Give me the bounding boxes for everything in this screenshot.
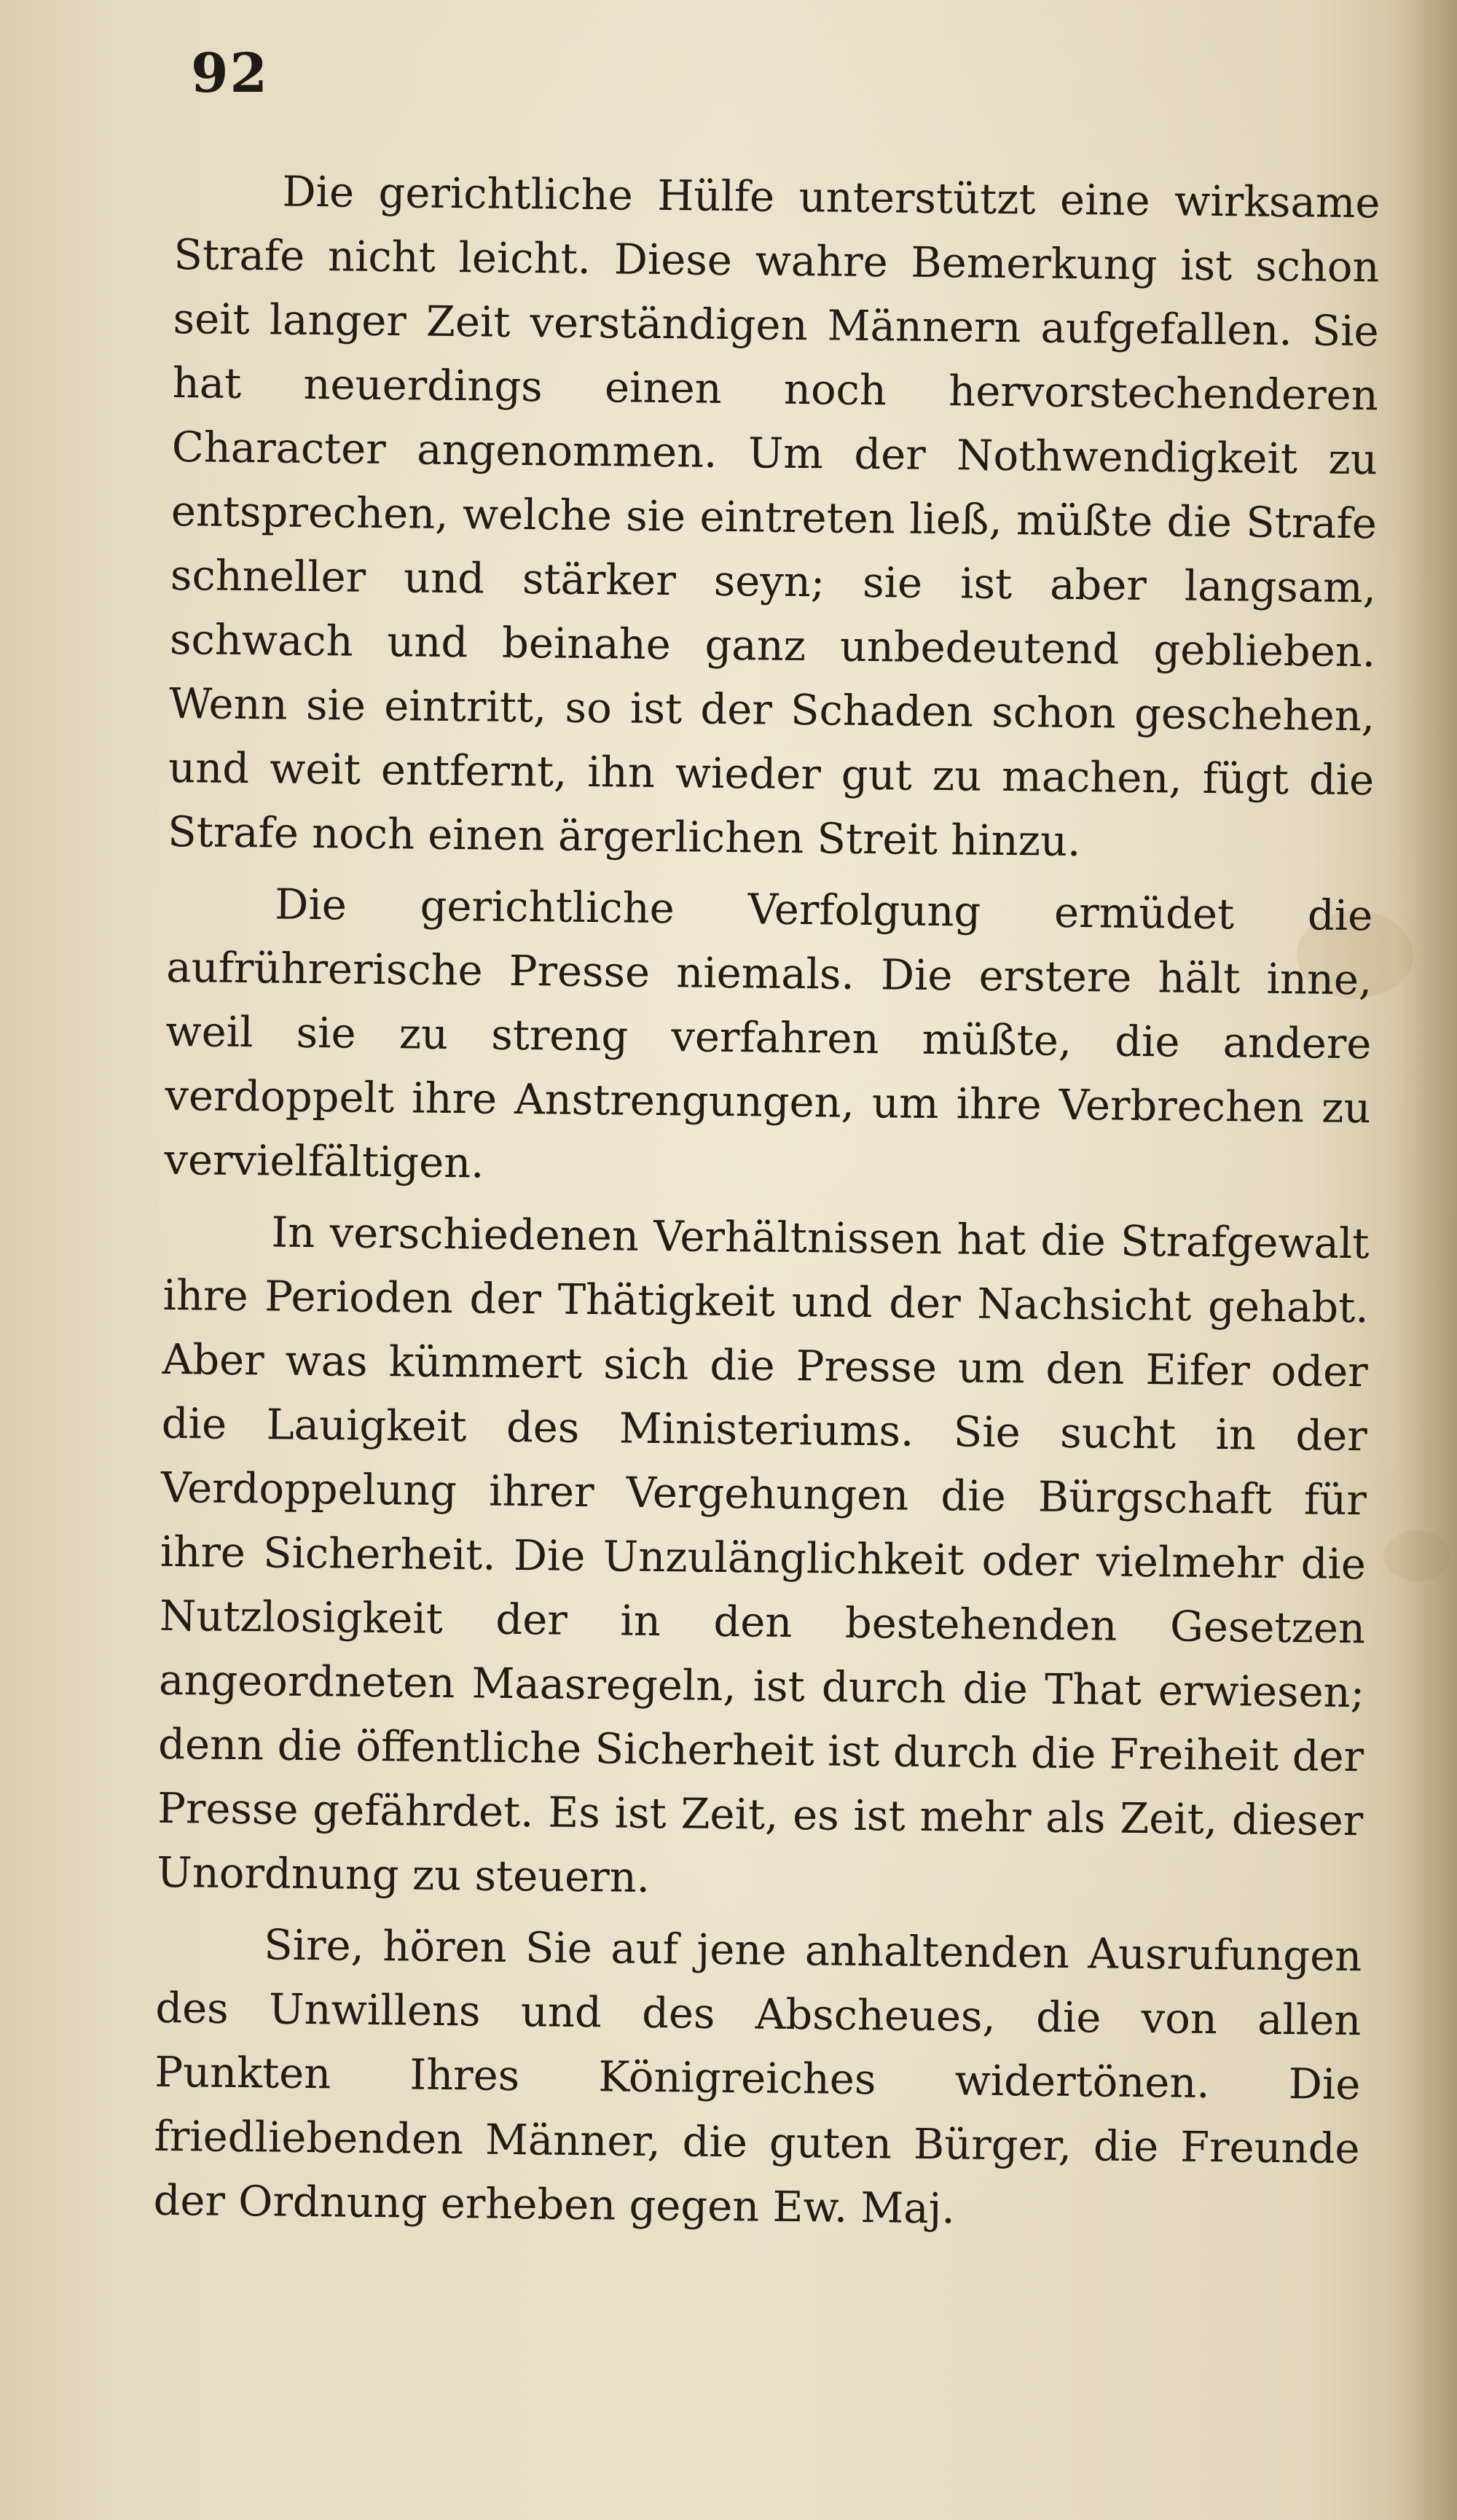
paragraph-2: Die gerichtliche Verfolgung ermüdet die aufrührerische Presse niemals. Die erstere hält inne, weil sie zu streng verfahren müßte, die andere verdoppelt ihre Anstrengungen, um ihre Verbrechen zu vervielfältigen. [164, 880, 1373, 1188]
body-text [153, 159, 1381, 2253]
paragraph-1: Die gerichtliche Hülfe unterstützt eine wirksame Strafe nicht leicht. Diese wahre Bemerkung ist schon seit langer Zeit verständigen Männern aufgefallen. Sie hat neuerdings einen noch hervorstechenderen Character angenommen. Um der Nothwendigkeit zu entsprechen, welche sie eintreten ließ, müßte die Strafe schneller und stärker seyn; sie ist aber langsam, schwach und beinahe ganz unbedeutend geblieben. Wenn sie eintritt, so ist der Schaden schon geschehen, und weit entfernt, ihn wieder gut zu machen, fügt die Strafe noch einen ärgerlichen Streit hinzu. [167, 167, 1381, 866]
page-number: 92 [191, 42, 269, 105]
paragraph-3: In verschiedenen Verhältnissen hat die Strafgewalt ihre Perioden der Thätigkeit und der Nachsicht gehabt. Aber was kümmert sich die Presse um den Eifer oder die Lauigkeit des Ministeriums. Sie sucht in der Verdoppelung ihrer Vergehungen die Bürgschaft für ihre Sicherheit. Die Unzulänglichkeit oder vielmehr die Nutzlosigkeit der in den bestehenden Gesetzen angeordneten Maasregeln, ist durch die That erwiesen; denn die öffentliche Sicherheit ist durch die Freiheit der Presse gefährdet. Es ist Zeit, es ist mehr als Zeit, dieser Unordnung zu steuern. [157, 1208, 1370, 1902]
paragraph-4: Sire, hören Sie auf jene anhaltenden Ausrufungen des Unwillens und des Abscheues, die von allen Punkten Ihres Königreiches widertönen. Die friedliebenden Männer, die guten Bürger, die Freunde der Ordnung erheben gegen Ew. Maj. [153, 1920, 1362, 2234]
paper-stain [1384, 1530, 1450, 1581]
